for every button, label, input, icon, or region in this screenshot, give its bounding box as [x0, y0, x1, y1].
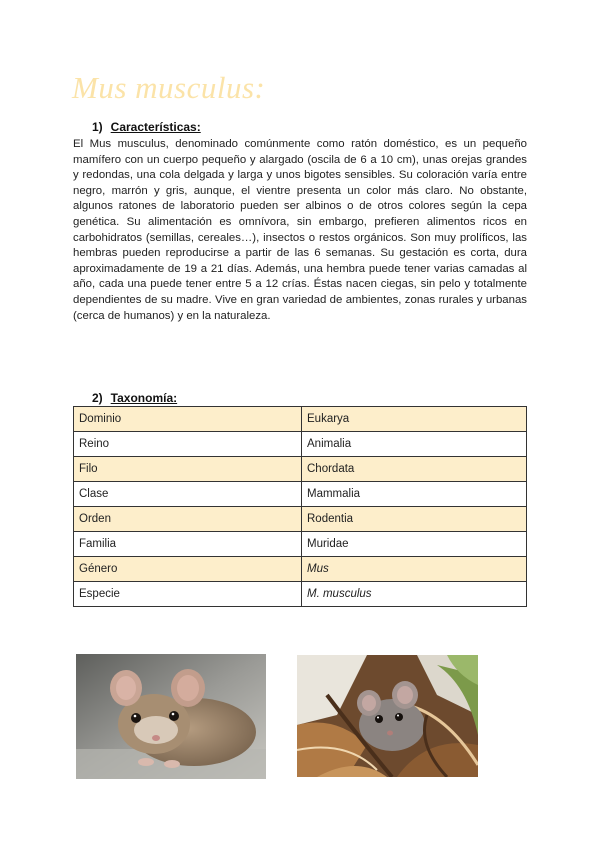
taxonomy-table	[73, 406, 527, 607]
characteristics-paragraph: El Mus musculus, denominado comúnmente como ratón doméstico, es un pequeño mamífero con un cuerpo pequeño y alargado (oscila de 6 a 10 cm), unas orejas grandes y redondas, una cola delgada y larga y unos bigotes sensibles. Su coloración varía entre negro, marrón y gris, aunque, el vientre presenta un color más claro. No obstante, algunos ratones de laboratorio pueden ser albinos o de otros colores según la cepa genética. Su alimentación es omnívora, sin embargo, prefieren alimentos ricos en carbohidratos (semillas, cereales…), insectos o restos orgánicos. Son muy prolíficos, las hembras pueden reproducirse a partir de las 6 semanas. Su gestación es corta, dura aproximadamente de 19 a 21 días. Además, una hembra puede tener varias camadas al año, cada una puede tener entre 5 a 12 crías. Éstas nacen ciegas, sin pelo y totalmente dependientes de su madre. Vive en gran variedad de ambientes, zonas rurales y urbanas (cerca de humanos) y en la naturaleza.	[73, 138, 527, 322]
mouse-illustration-1	[76, 654, 266, 779]
taxon-rank: Familia	[74, 532, 302, 557]
taxon-rank: Especie	[74, 582, 302, 607]
taxon-value: Muridae	[302, 532, 527, 557]
mouse-photo-1	[76, 654, 266, 779]
taxon-rank: Género	[74, 557, 302, 582]
table-row	[74, 532, 527, 557]
table-row	[74, 557, 527, 582]
mouse-illustration-2	[297, 655, 478, 777]
section-number: 2)	[92, 391, 103, 405]
taxon-rank: Filo	[74, 457, 302, 482]
section-heading-characteristics	[92, 120, 201, 134]
taxon-rank: Clase	[74, 482, 302, 507]
taxon-rank: Reino	[74, 432, 302, 457]
table-row	[74, 582, 527, 607]
taxon-value: Mus	[302, 557, 527, 582]
taxon-value: Animalia	[302, 432, 527, 457]
taxon-rank: Orden	[74, 507, 302, 532]
table-row	[74, 482, 527, 507]
table-row	[74, 432, 527, 457]
table-row	[74, 507, 527, 532]
taxon-value: Rodentia	[302, 507, 527, 532]
section-label: Taxonomía:	[110, 391, 178, 405]
table-row	[74, 407, 527, 432]
taxon-value: M. musculus	[302, 582, 527, 607]
taxon-value: Chordata	[302, 457, 527, 482]
mouse-photo-2	[297, 655, 478, 777]
section-number: 1)	[92, 120, 103, 134]
table-row	[74, 457, 527, 482]
taxon-value: Eukarya	[302, 407, 527, 432]
page-title: Mus musculus:	[72, 70, 266, 105]
taxon-value: Mammalia	[302, 482, 527, 507]
taxon-rank: Dominio	[74, 407, 302, 432]
section-heading-taxonomy	[92, 391, 177, 405]
section-label: Características:	[110, 120, 201, 134]
